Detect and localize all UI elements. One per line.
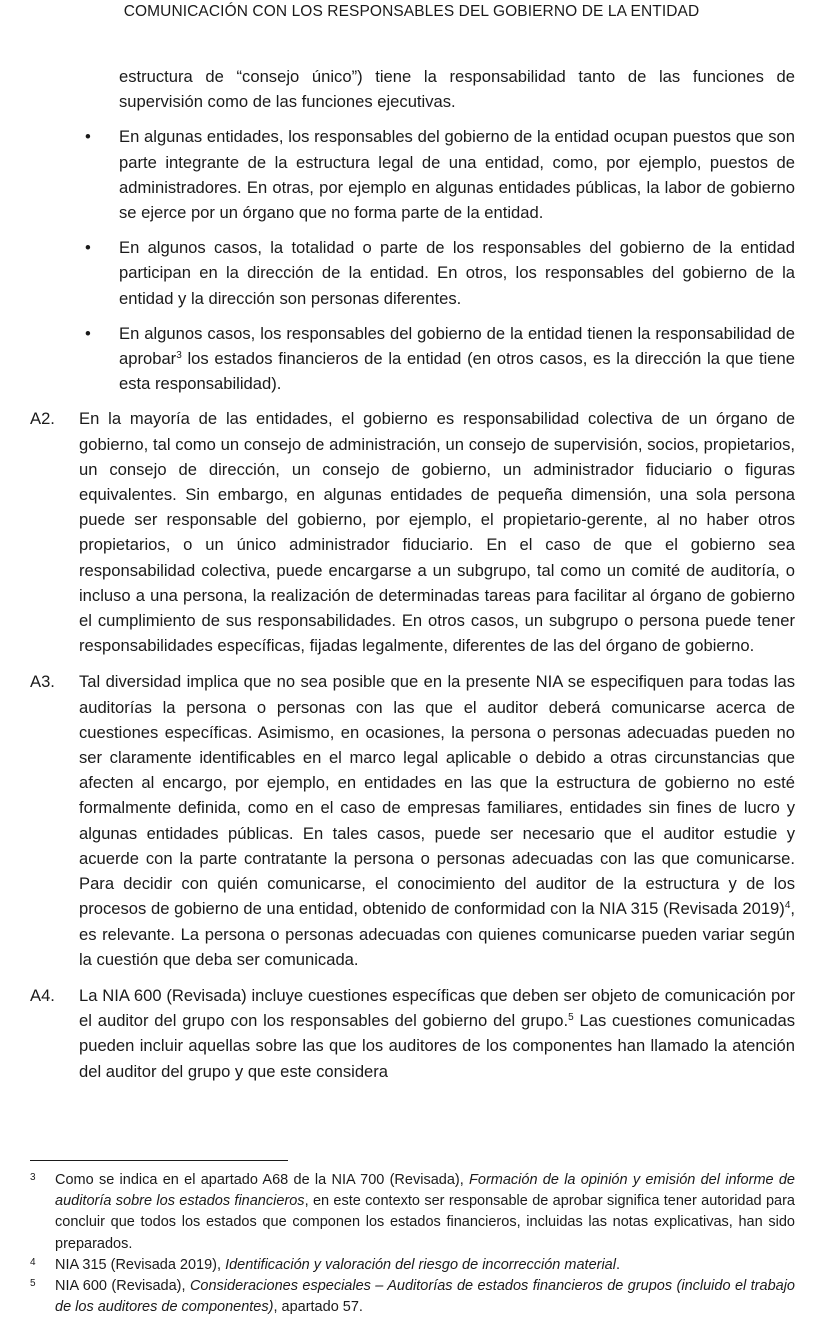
numbered-paragraph	[30, 406, 795, 658]
footnote-ref[interactable]: 5	[568, 1012, 574, 1024]
bullet-text-end: los estados financieros de la entidad (en otros casos, es la dirección la que tiene esta responsabilidad).	[119, 349, 795, 394]
footnote-text-end: , apartado 57.	[273, 1299, 363, 1316]
bullet-mark: •	[85, 323, 91, 343]
bullet-text: En algunas entidades, los responsables del gobierno de la entidad ocupan puestos que son parte integrante de la estructura legal de una entidad, como, por ejemplo, puestos de administradores. En otras, por ejemplo en algunas entidades públicas, la labor de gobierno se ejerce por un órgano que no forma parte de la entidad.	[119, 127, 795, 223]
footnote-text: Como se indica en el apartado A68 de la NIA 700 (Revisada),	[55, 1172, 470, 1188]
footnote-title: Formación de la opinión y emisión del informe de auditoría sobre los estados financieros	[55, 1172, 795, 1210]
continuation-paragraph: estructura de “consejo único”) tiene la responsabilidad tanto de las funciones de supervisión como de las funciones ejecutivas.	[119, 67, 795, 112]
bullet-text: En algunos casos, los responsables del gobierno de la entidad tienen la responsabilidad de aprobar	[119, 323, 795, 369]
footnote-title: Identificación y valoración del riesgo de incorrección material	[225, 1256, 616, 1273]
footnote	[30, 1170, 795, 1255]
footnote-ref[interactable]: 4	[784, 900, 791, 912]
paragraph-number: A4.	[30, 985, 55, 1005]
footnote-ref[interactable]: 3	[176, 350, 182, 362]
footnote-text-end: , en este contexto ser responsable de aprobar significa tener autoridad para concluir que todos los estados que componen los estados financieros, incluidas las notas explicativas, han sido preparados.	[55, 1193, 795, 1252]
bullet-mark: •	[85, 238, 91, 258]
paragraph-text-end: Las cuestiones comunicadas pueden incluir aquellas sobre las que los auditores de los componentes han llamado la atención del auditor del grupo y que este considera	[79, 1011, 795, 1081]
numbered-paragraph	[30, 669, 795, 971]
footnote-title: Consideraciones especiales – Auditorías de estados financieros de grupos (incluido el trabajo de los auditores de componentes)	[55, 1278, 795, 1316]
footnote-divider	[30, 1160, 288, 1161]
footnote-number: 5	[30, 1278, 36, 1290]
footnote-text: NIA 315 (Revisada 2019),	[55, 1256, 226, 1273]
paragraph-number: A2.	[30, 409, 55, 429]
footnote-text: NIA 600 (Revisada),	[55, 1278, 190, 1295]
footnote	[30, 1276, 795, 1318]
paragraph-number: A3.	[30, 672, 55, 692]
bullet-item	[30, 124, 795, 225]
main-body	[30, 64, 795, 1095]
paragraph-text: En la mayoría de las entidades, el gobierno es responsabilidad colectiva de un órgano de gobierno, tal como un consejo de administración, un consejo de supervisión, socios, propietarios, un consejo de dirección, un consejo de gobierno, un administrador fiduciario o figuras equivalentes. Sin embargo, en algunas entidades de pequeña dimensión, una sola persona puede ser responsable del gobierno, por ejemplo, el propietario-gerente, al no haber otros propietarios, o un único administrador fiduciario. En el caso de que el gobierno sea responsabilidad colectiva, puede encargarse a un subgrupo, tal como un comité de auditoría, o incluso a una persona, la realización de determinadas tareas para facilitar al órgano de gobierno el cumplimiento de sus responsabilidades. En otros casos, un subgrupo o persona puede tener responsabilidades específicas, fijadas legalmente, diferentes de las del órgano de gobierno.	[79, 409, 795, 656]
numbered-paragraph	[30, 983, 795, 1084]
footnotes	[30, 1170, 795, 1318]
paragraph-text: Tal diversidad implica que no sea posible que en la presente NIA se especifiquen para todas las auditorías la persona o personas con las que el auditor deberá comunicarse acerca de cuestiones específicas. Asimismo, en ocasiones, la persona o personas adecuadas pueden no ser claramente identificables en el marco legal aplicable o debido a otras circunstancias que afecten al encargo, por ejemplo, en entidades en las que la estructura de gobierno no esté formalmente definida, como en el caso de empresas familiares, entidades sin fines de lucro y algunas entidades públicas. En tales casos, puede ser necesario que el auditor estudie y acuerde con la parte contratante la persona o personas adecuadas con las que comunicarse. Para decidir con quién comunicarse, el conocimiento del auditor de la estructura y de los procesos de gobierno de una entidad, obtenido de conformidad con la NIA 315 (Revisada 2019)	[79, 672, 795, 919]
footnote-text-end: .	[615, 1256, 621, 1273]
paragraph-text-end: , es relevante. La persona o personas adecuadas con quienes comunicarse pueden variar según la cuestión que deba ser comunicada.	[79, 899, 795, 969]
footnote-number: 4	[30, 1256, 36, 1268]
footnote	[30, 1255, 795, 1276]
bullet-item	[30, 321, 795, 397]
page-header: COMUNICACIÓN CON LOS RESPONSABLES DEL GOBIERNO DE LA ENTIDAD	[123, 3, 700, 20]
bullet-mark: •	[85, 127, 91, 147]
paragraph-text: La NIA 600 (Revisada) incluye cuestiones específicas que deben ser objeto de comunicación por el auditor del grupo con los responsables del gobierno del grupo.	[79, 985, 795, 1031]
footnote-number: 3	[30, 1172, 36, 1183]
bullet-item	[30, 235, 795, 311]
bullet-text: En algunos casos, la totalidad o parte de los responsables del gobierno de la entidad participan en la dirección de la entidad. En otros, los responsables del gobierno de la entidad y la dirección son personas diferentes.	[119, 238, 795, 308]
